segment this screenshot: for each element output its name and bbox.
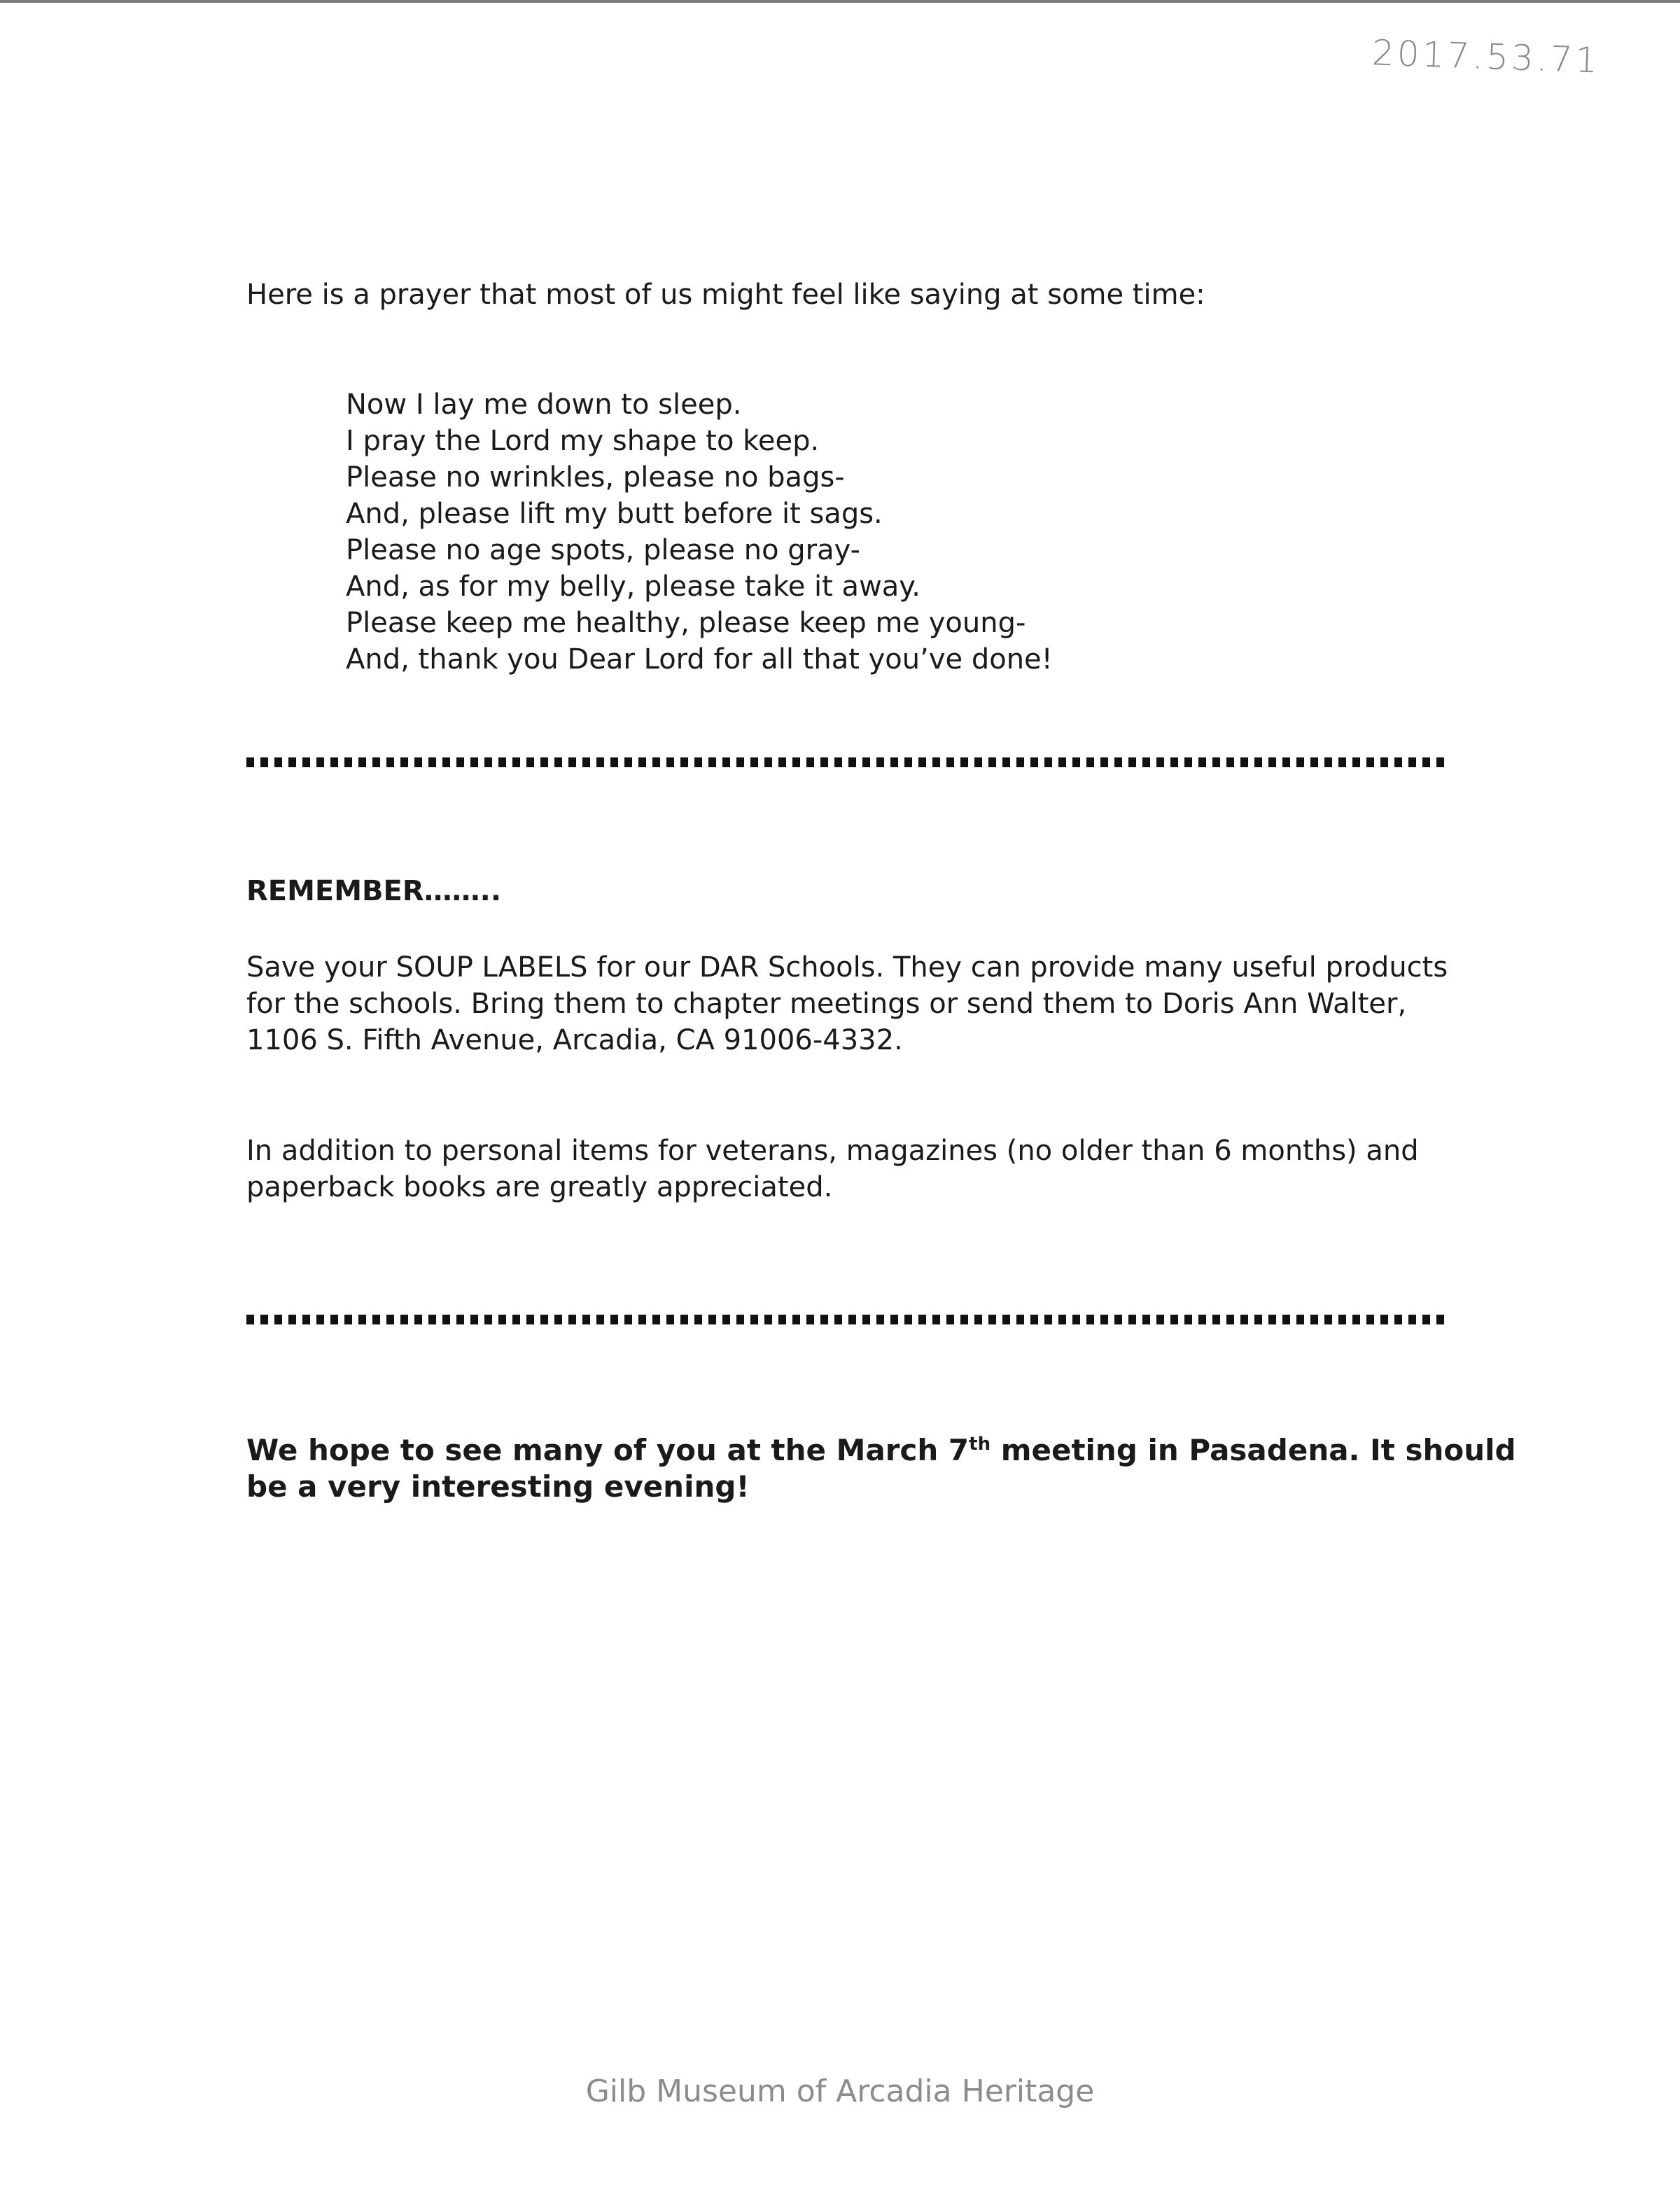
- paragraph-line: Save your SOUP LABELS for our DAR Schools. They can provide many useful products: [246, 951, 1448, 984]
- dotted-divider: [246, 757, 1445, 767]
- poem-line: I pray the Lord my shape to keep.: [346, 425, 820, 457]
- veterans-paragraph: [246, 1133, 1419, 1205]
- poem-line: Please no age spots, please no gray-: [346, 534, 861, 566]
- closing-line-2: be a very interesting evening!: [246, 1469, 750, 1504]
- accession-number: 2017.53.71: [1371, 32, 1602, 81]
- poem-line: And, please lift my butt before it sags.: [346, 498, 883, 530]
- poem-line: Please keep me healthy, please keep me young-: [346, 607, 1026, 639]
- dotted-divider: [246, 1315, 1445, 1324]
- museum-footer: Gilb Museum of Arcadia Heritage: [585, 2073, 1095, 2109]
- ordinal-suffix: th: [969, 1434, 991, 1455]
- prayer-intro: Here is a prayer that most of us might feel like saying at some time:: [246, 279, 1205, 311]
- paragraph-line: for the schools. Bring them to chapter meetings or send them to Doris Ann Walter,: [246, 988, 1407, 1020]
- poem-line: Now I lay me down to sleep.: [346, 389, 742, 421]
- scan-top-edge: [0, 0, 1680, 3]
- closing-message: [246, 1432, 1516, 1505]
- paragraph-line: paperback books are greatly appreciated.: [246, 1171, 833, 1203]
- soup-labels-paragraph: [246, 949, 1448, 1058]
- closing-text: meeting in Pasadena. It should: [990, 1433, 1516, 1467]
- poem-line: And, thank you Dear Lord for all that you’ve done!: [346, 643, 1053, 676]
- closing-line-1: [246, 1432, 1516, 1469]
- closing-text: We hope to see many of you at the March 7: [246, 1433, 969, 1467]
- prayer-poem: [346, 386, 1053, 678]
- poem-line: And, as for my belly, please take it away.: [346, 571, 920, 603]
- paragraph-line: 1106 S. Fifth Avenue, Arcadia, CA 91006-4332.: [246, 1024, 903, 1056]
- remember-heading: REMEMBER……..: [246, 875, 502, 907]
- paragraph-line: In addition to personal items for veterans, magazines (no older than 6 months) and: [246, 1135, 1419, 1167]
- poem-line: Please no wrinkles, please no bags-: [346, 461, 845, 494]
